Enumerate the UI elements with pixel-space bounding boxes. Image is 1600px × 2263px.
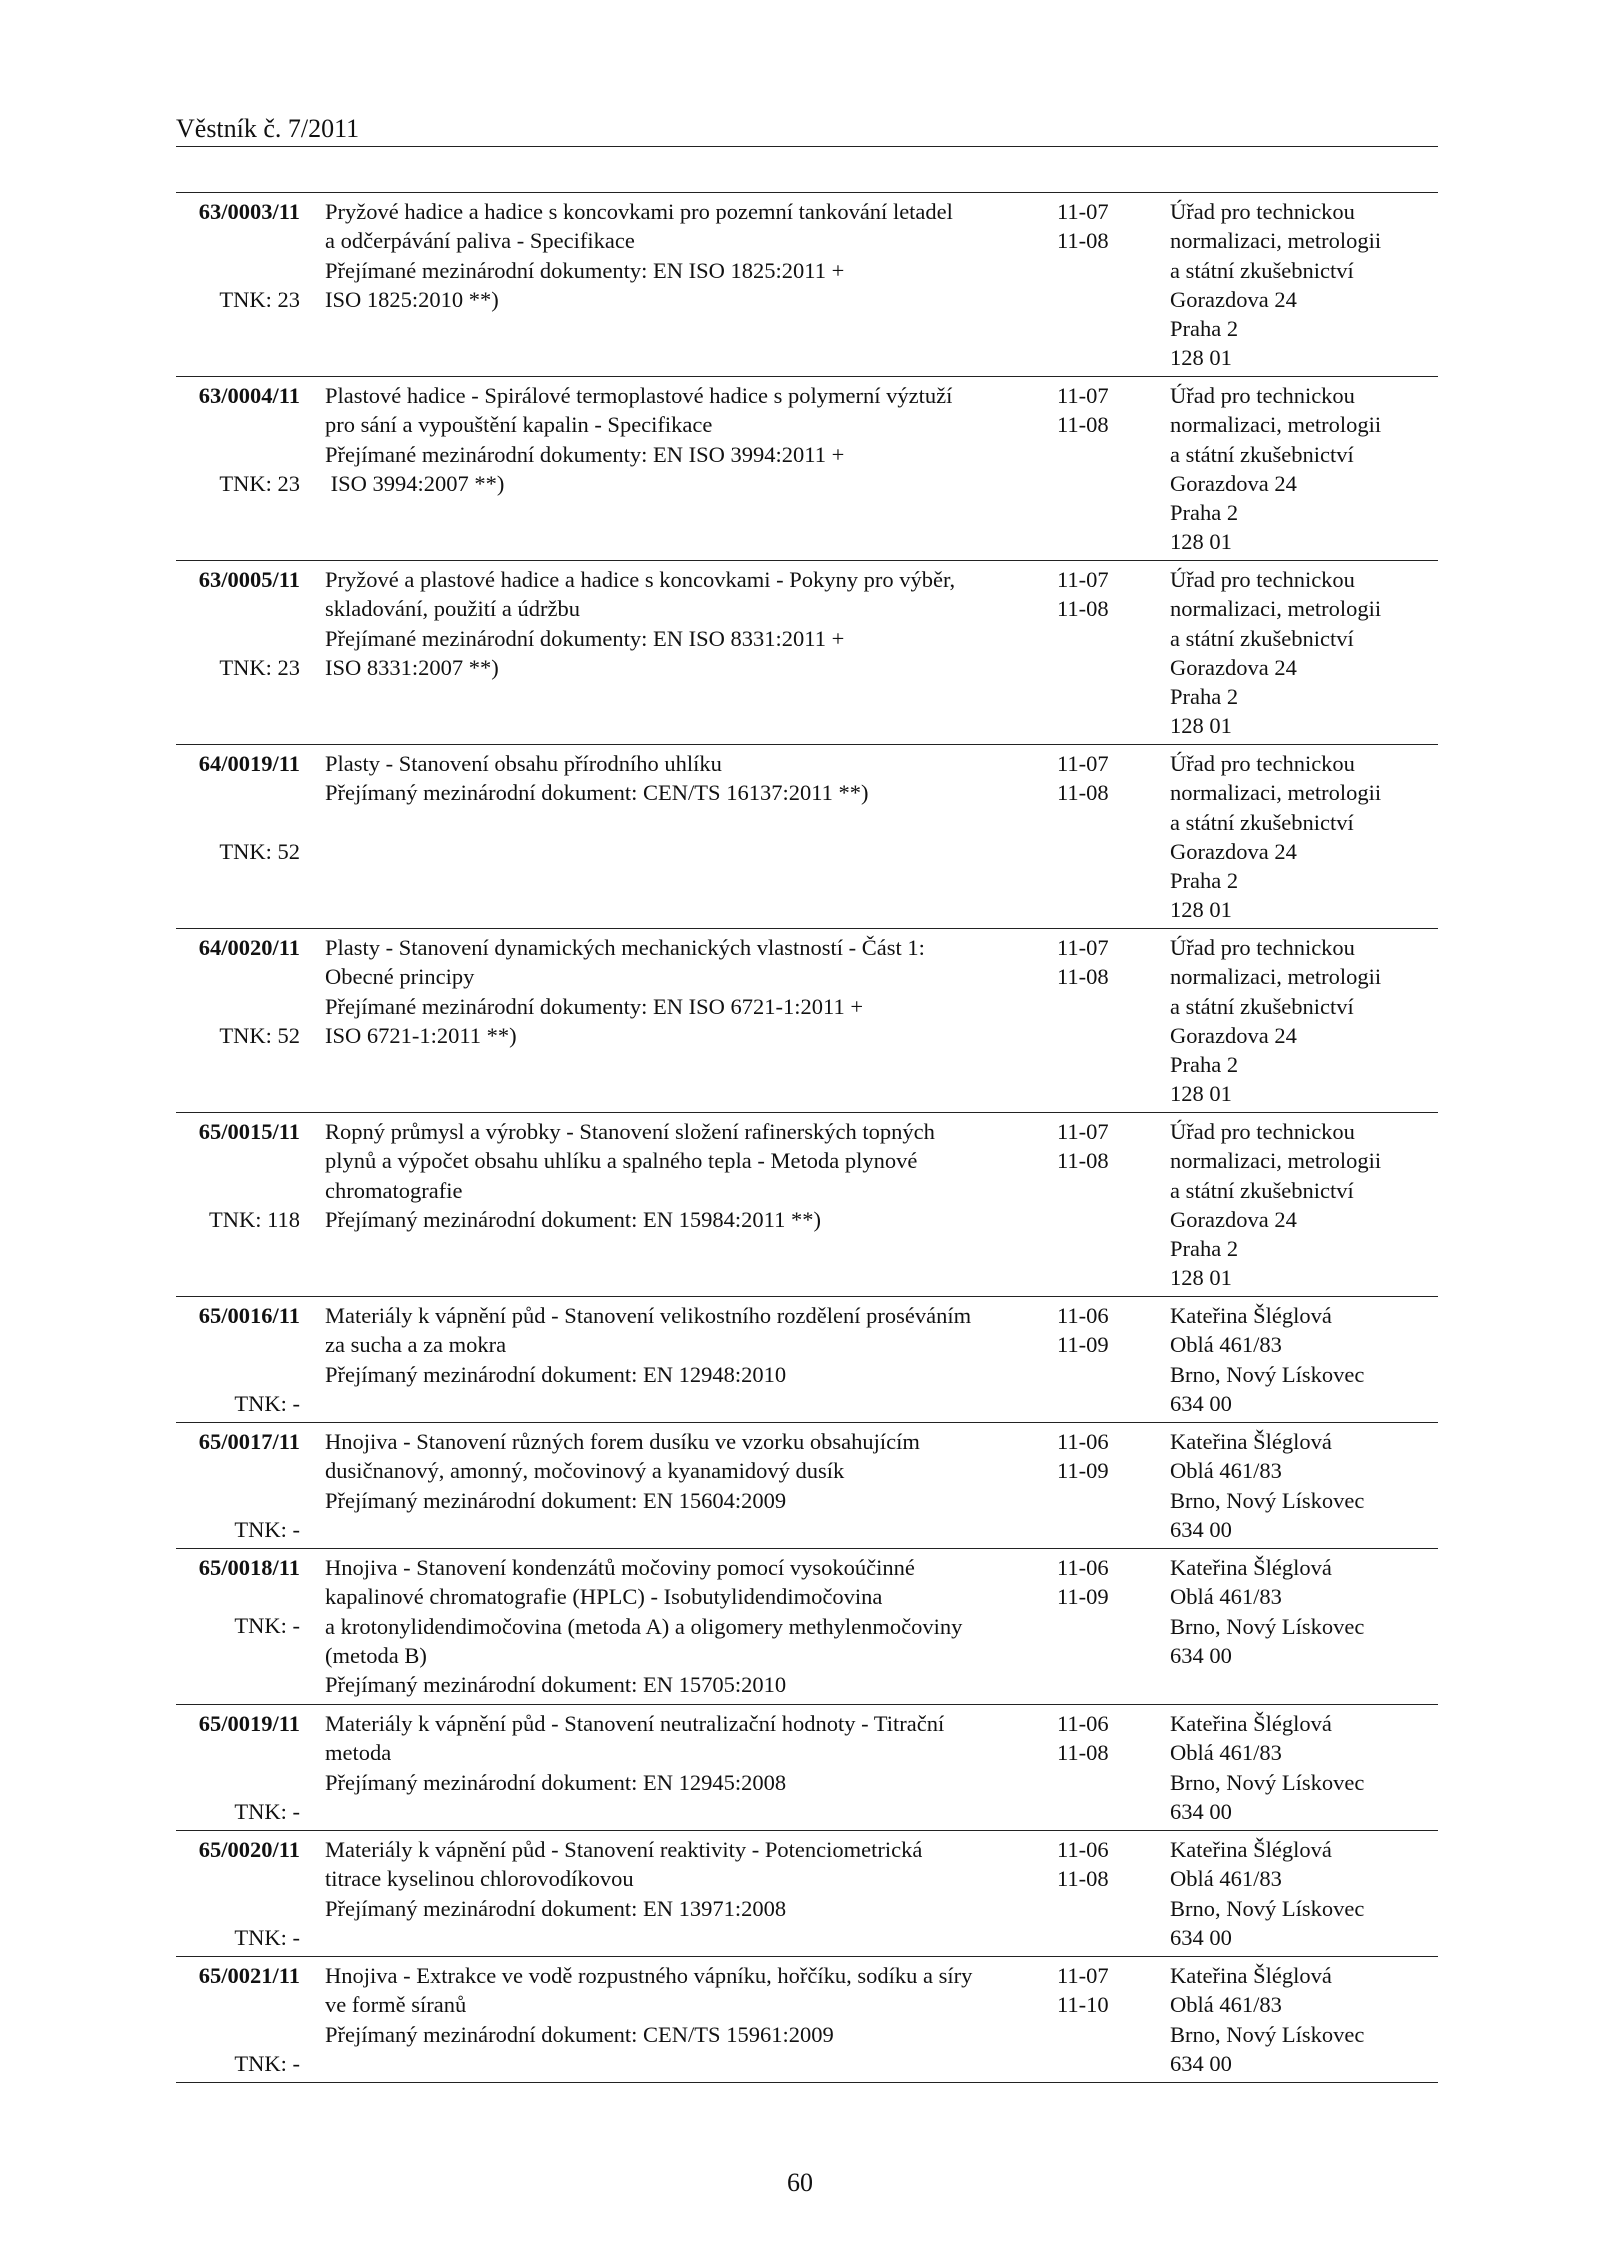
- entry-title-line: Přejímaný mezinárodní dokument: EN 15604:2009: [325, 1487, 787, 1513]
- entry-date: 11-08: [1057, 228, 1109, 254]
- entry-address-line: Brno, Nový Lískovec: [1170, 1769, 1365, 1795]
- entry-address-line: 128 01: [1170, 1081, 1232, 1107]
- entry-address-line: Brno, Nový Lískovec: [1170, 2021, 1365, 2047]
- entry-date: 11-08: [1057, 1740, 1109, 1766]
- table-row: [176, 1957, 1438, 2083]
- entry-tnk: TNK: -: [234, 1517, 300, 1542]
- entry-title-line: ISO 8331:2007 **): [325, 654, 499, 680]
- entry-address-line: Praha 2: [1170, 500, 1239, 526]
- entry-tnk: TNK: 23: [219, 471, 300, 496]
- entry-title-line: Přejímané mezinárodní dokumenty: EN ISO 8331:2011 +: [325, 625, 845, 651]
- entry-title-line: (metoda B): [325, 1642, 427, 1668]
- entry-code: 63/0005/11: [198, 567, 300, 592]
- entry-date: 11-08: [1057, 780, 1109, 806]
- entry-date: 11-08: [1057, 1866, 1109, 1892]
- entry-address-line: Kateřina Šléglová: [1170, 1429, 1332, 1454]
- entry-address-line: a státní zkušebnictví: [1170, 257, 1354, 283]
- entry-number-cell: [176, 933, 300, 1048]
- entry-code: 65/0016/11: [198, 1303, 300, 1328]
- entry-title-line: Ropný průmysl a výrobky - Stanovení složení rafinerských topných: [325, 1119, 935, 1144]
- entry-tnk: TNK: -: [234, 1391, 300, 1416]
- entry-date: 11-07: [1057, 1119, 1109, 1144]
- journal-title: Věstník č. 7/2011: [176, 114, 360, 143]
- entry-address-line: Úřad pro technickou: [1170, 751, 1355, 776]
- entry-number-cell: [176, 381, 300, 496]
- entry-title-line: Přejímaný mezinárodní dokument: EN 12948:2010: [325, 1361, 787, 1387]
- entry-address-line: Úřad pro technickou: [1170, 199, 1355, 224]
- entry-address-cell: [1170, 197, 1438, 373]
- entry-address-line: Gorazdova 24: [1170, 1206, 1297, 1232]
- page-header: [176, 114, 1438, 147]
- entry-title-line: Pryžové a plastové hadice a hadice s koncovkami - Pokyny pro výběr,: [325, 567, 956, 592]
- entry-dates-cell: [1057, 381, 1157, 440]
- entry-dates-cell: [1057, 197, 1157, 256]
- entry-title-line: a krotonylidendimočovina (metoda A) a oligomery methylenmočoviny: [325, 1613, 963, 1639]
- entry-dates-cell: [1057, 933, 1157, 992]
- entry-number-cell: [176, 197, 300, 312]
- entry-title-line: dusičnanový, amonný, močovinový a kyanamidový dusík: [325, 1458, 845, 1484]
- entry-date: 11-06: [1057, 1837, 1109, 1862]
- entry-dates-cell: [1057, 1835, 1157, 1894]
- entry-title-line: ISO 1825:2010 **): [325, 286, 499, 312]
- entry-address-line: 634 00: [1170, 1390, 1232, 1416]
- entry-tnk: TNK: 23: [219, 287, 300, 312]
- entry-date: 11-08: [1057, 1148, 1109, 1174]
- entry-title-line: Přejímané mezinárodní dokumenty: EN ISO 1825:2011 +: [325, 257, 845, 283]
- page-number: 60: [787, 2168, 813, 2197]
- entry-address-line: 634 00: [1170, 1642, 1232, 1668]
- entry-address-cell: [1170, 1709, 1438, 1826]
- entry-dates-cell: [1057, 565, 1157, 624]
- entry-title-line: ISO 3994:2007 **): [325, 470, 505, 496]
- entry-tnk: TNK: -: [234, 1613, 300, 1638]
- entry-code: 65/0015/11: [198, 1119, 300, 1144]
- entry-address-line: Oblá 461/83: [1170, 1866, 1282, 1892]
- entry-number-cell: [176, 1961, 300, 2076]
- table-row: [176, 1423, 1438, 1549]
- entry-dates-cell: [1057, 1961, 1157, 2020]
- table-row: [176, 193, 1438, 377]
- entry-date: 11-09: [1057, 1332, 1109, 1358]
- entry-address-line: Úřad pro technickou: [1170, 567, 1355, 592]
- entry-date: 11-06: [1057, 1303, 1109, 1328]
- entry-code: 65/0019/11: [198, 1711, 300, 1736]
- entry-address-line: a státní zkušebnictví: [1170, 1177, 1354, 1203]
- entry-address-line: Gorazdova 24: [1170, 1022, 1297, 1048]
- entry-number-cell: [176, 1835, 300, 1950]
- entry-address-line: 634 00: [1170, 2050, 1232, 2076]
- table-row: [176, 745, 1438, 929]
- entry-title-line: metoda: [325, 1740, 392, 1766]
- entry-title-line: Přejímané mezinárodní dokumenty: EN ISO 3994:2011 +: [325, 441, 845, 467]
- entry-title-line: Materiály k vápnění půd - Stanovení neutralizační hodnoty - Titrační: [325, 1711, 945, 1736]
- entry-address-cell: [1170, 1301, 1438, 1418]
- entry-title-line: Přejímaný mezinárodní dokument: EN 15984:2011 **): [325, 1206, 821, 1232]
- entry-title-line: titrace kyselinou chlorovodíkovou: [325, 1866, 634, 1892]
- entry-code: 65/0020/11: [198, 1837, 300, 1862]
- entry-number-cell: [176, 1427, 300, 1542]
- entry-address-line: normalizaci, metrologii: [1170, 412, 1382, 438]
- entry-code: 64/0020/11: [198, 935, 300, 960]
- entry-address-line: normalizaci, metrologii: [1170, 596, 1382, 622]
- entry-title-line: Materiály k vápnění půd - Stanovení reaktivity - Potenciometrická: [325, 1837, 923, 1862]
- entry-address-line: a státní zkušebnictví: [1170, 625, 1354, 651]
- entry-title-line: Hnojiva - Extrakce ve vodě rozpustného vápníku, hořčíku, sodíku a síry: [325, 1963, 973, 1988]
- entry-title-line: Materiály k vápnění půd - Stanovení velikostního rozdělení proséváním: [325, 1303, 972, 1328]
- entry-address-cell: [1170, 933, 1438, 1109]
- entry-number-cell: [176, 1553, 300, 1638]
- entry-address-cell: [1170, 1553, 1438, 1670]
- entry-address-cell: [1170, 381, 1438, 557]
- entry-date: 11-06: [1057, 1555, 1109, 1580]
- entry-address-line: Praha 2: [1170, 1236, 1239, 1262]
- entry-address-line: Praha 2: [1170, 684, 1239, 710]
- entry-address-line: Gorazdova 24: [1170, 470, 1297, 496]
- entry-code: 63/0004/11: [198, 383, 300, 408]
- entry-address-line: normalizaci, metrologii: [1170, 228, 1382, 254]
- entry-title-line: pro sání a vypouštění kapalin - Specifikace: [325, 412, 713, 438]
- entry-title-line: Přejímaný mezinárodní dokument: CEN/TS 15961:2009: [325, 2021, 834, 2047]
- entry-address-line: Praha 2: [1170, 316, 1239, 342]
- entry-address-cell: [1170, 749, 1438, 925]
- table-row: [176, 929, 1438, 1113]
- entry-date: 11-07: [1057, 935, 1109, 960]
- entry-title-line: Přejímaný mezinárodní dokument: EN 12945:2008: [325, 1769, 787, 1795]
- entry-tnk: TNK: 118: [208, 1207, 300, 1232]
- entry-date: 11-07: [1057, 751, 1109, 776]
- entry-address-line: 128 01: [1170, 529, 1232, 555]
- entry-date: 11-06: [1057, 1711, 1109, 1736]
- entry-dates-cell: [1057, 749, 1157, 808]
- entry-code: 65/0021/11: [198, 1963, 300, 1988]
- entry-address-line: 128 01: [1170, 345, 1232, 371]
- entry-address-line: a státní zkušebnictví: [1170, 809, 1354, 835]
- entry-title-line: a odčerpávání paliva - Specifikace: [325, 228, 635, 254]
- entry-date: 11-07: [1057, 567, 1109, 592]
- entry-code: 65/0017/11: [198, 1429, 300, 1454]
- entry-number-cell: [176, 1117, 300, 1232]
- entry-address-line: normalizaci, metrologii: [1170, 1148, 1382, 1174]
- entry-address-line: Kateřina Šléglová: [1170, 1555, 1332, 1580]
- table-row: [176, 561, 1438, 745]
- entry-title-line: za sucha a za mokra: [325, 1332, 507, 1358]
- entry-title-line: ISO 6721-1:2011 **): [325, 1022, 517, 1048]
- entry-address-line: Gorazdova 24: [1170, 838, 1297, 864]
- entry-title-line: Přejímaný mezinárodní dokument: EN 15705:2010: [325, 1672, 787, 1698]
- table-row: [176, 377, 1438, 561]
- entry-title-line: Obecné principy: [325, 964, 475, 990]
- entry-address-cell: [1170, 1117, 1438, 1293]
- entry-code: 63/0003/11: [198, 199, 300, 224]
- entry-address-line: Gorazdova 24: [1170, 654, 1297, 680]
- entry-tnk: TNK: 52: [219, 1023, 300, 1048]
- entry-address-line: a státní zkušebnictví: [1170, 441, 1354, 467]
- entry-address-line: Praha 2: [1170, 1052, 1239, 1078]
- entry-date: 11-07: [1057, 1963, 1109, 1988]
- entry-address-cell: [1170, 1427, 1438, 1544]
- entry-address-line: normalizaci, metrologii: [1170, 964, 1382, 990]
- entry-address-line: Brno, Nový Lískovec: [1170, 1361, 1365, 1387]
- entry-title-line: ve formě síranů: [325, 1992, 467, 2018]
- entry-dates-cell: [1057, 1427, 1157, 1486]
- table-row: [176, 1831, 1438, 1957]
- entry-dates-cell: [1057, 1301, 1157, 1360]
- entry-title-line: Přejímané mezinárodní dokumenty: EN ISO 6721-1:2011 +: [325, 993, 864, 1019]
- entry-tnk: TNK: 23: [219, 655, 300, 680]
- entry-address-line: 128 01: [1170, 1265, 1232, 1291]
- entry-title-line: Přejímaný mezinárodní dokument: CEN/TS 16137:2011 **): [325, 780, 869, 806]
- entry-title-line: chromatografie: [325, 1177, 463, 1203]
- entry-address-line: Úřad pro technickou: [1170, 383, 1355, 408]
- entry-address-line: Oblá 461/83: [1170, 1584, 1282, 1610]
- entry-date: 11-07: [1057, 199, 1109, 224]
- entry-address-line: Brno, Nový Lískovec: [1170, 1487, 1365, 1513]
- entry-address-line: Kateřina Šléglová: [1170, 1711, 1332, 1736]
- entry-title-line: Plasty - Stanovení dynamických mechanických vlastností - Část 1:: [325, 935, 925, 960]
- entry-title-line: skladování, použití a údržbu: [325, 596, 580, 622]
- standards-table: [176, 192, 1438, 2083]
- entry-date: 11-09: [1057, 1584, 1109, 1610]
- entry-date: 11-06: [1057, 1429, 1109, 1454]
- entry-date: 11-08: [1057, 596, 1109, 622]
- entry-address-cell: [1170, 1835, 1438, 1952]
- entry-address-line: Praha 2: [1170, 868, 1239, 894]
- entry-title-line: Plasty - Stanovení obsahu přírodního uhlíku: [325, 751, 722, 776]
- entry-number-cell: [176, 565, 300, 680]
- table-row: [176, 1297, 1438, 1423]
- entry-title-line: Pryžové hadice a hadice s koncovkami pro pozemní tankování letadel: [325, 199, 953, 224]
- entry-address-line: Úřad pro technickou: [1170, 935, 1355, 960]
- entry-dates-cell: [1057, 1709, 1157, 1768]
- entry-code: 64/0019/11: [198, 751, 300, 776]
- entry-dates-cell: [1057, 1117, 1157, 1176]
- entry-address-line: Oblá 461/83: [1170, 1740, 1282, 1766]
- entry-date: 11-08: [1057, 412, 1109, 438]
- table-row: [176, 1113, 1438, 1297]
- table-row: [176, 1549, 1438, 1705]
- entry-address-cell: [1170, 565, 1438, 741]
- entry-address-line: Gorazdova 24: [1170, 286, 1297, 312]
- entry-address-line: normalizaci, metrologii: [1170, 780, 1382, 806]
- entry-date: 11-10: [1057, 1992, 1109, 2018]
- entry-address-line: 128 01: [1170, 713, 1232, 739]
- entry-address-line: 128 01: [1170, 897, 1232, 923]
- entry-tnk: TNK: 52: [219, 839, 300, 864]
- entry-date: 11-09: [1057, 1458, 1109, 1484]
- entry-code: 65/0018/11: [198, 1555, 300, 1580]
- entry-address-line: Brno, Nový Lískovec: [1170, 1613, 1365, 1639]
- entry-dates-cell: [1057, 1553, 1157, 1612]
- entry-address-line: 634 00: [1170, 1798, 1232, 1824]
- entry-tnk: TNK: -: [234, 1799, 300, 1824]
- entry-address-line: Kateřina Šléglová: [1170, 1303, 1332, 1328]
- entry-address-line: Kateřina Šléglová: [1170, 1837, 1332, 1862]
- entry-address-line: Oblá 461/83: [1170, 1992, 1282, 2018]
- entry-address-cell: [1170, 1961, 1438, 2078]
- entry-number-cell: [176, 749, 300, 864]
- entry-address-line: Úřad pro technickou: [1170, 1119, 1355, 1144]
- entry-title-line: Hnojiva - Stanovení kondenzátů močoviny pomocí vysokoúčinné: [325, 1555, 915, 1580]
- entry-address-line: Kateřina Šléglová: [1170, 1963, 1332, 1988]
- entry-number-cell: [176, 1301, 300, 1416]
- entry-date: 11-07: [1057, 383, 1109, 408]
- entry-address-line: a státní zkušebnictví: [1170, 993, 1354, 1019]
- entry-number-cell: [176, 1709, 300, 1824]
- entry-address-line: Brno, Nový Lískovec: [1170, 1895, 1365, 1921]
- entry-address-line: Oblá 461/83: [1170, 1458, 1282, 1484]
- entry-title-line: plynů a výpočet obsahu uhlíku a spalného tepla - Metoda plynové: [325, 1148, 918, 1174]
- table-row: [176, 1705, 1438, 1831]
- entry-address-line: 634 00: [1170, 1516, 1232, 1542]
- entry-title-line: kapalinové chromatografie (HPLC) - Isobutylidendimočovina: [325, 1584, 883, 1610]
- entry-title-line: Přejímaný mezinárodní dokument: EN 13971:2008: [325, 1895, 787, 1921]
- entry-date: 11-08: [1057, 964, 1109, 990]
- entry-title-line: Hnojiva - Stanovení různých forem dusíku ve vzorku obsahujícím: [325, 1429, 920, 1454]
- entry-title-line: Plastové hadice - Spirálové termoplastové hadice s polymerní výztuží: [325, 383, 953, 408]
- entry-address-line: Oblá 461/83: [1170, 1332, 1282, 1358]
- entry-tnk: TNK: -: [234, 2051, 300, 2076]
- entry-tnk: TNK: -: [234, 1925, 300, 1950]
- entry-address-line: 634 00: [1170, 1924, 1232, 1950]
